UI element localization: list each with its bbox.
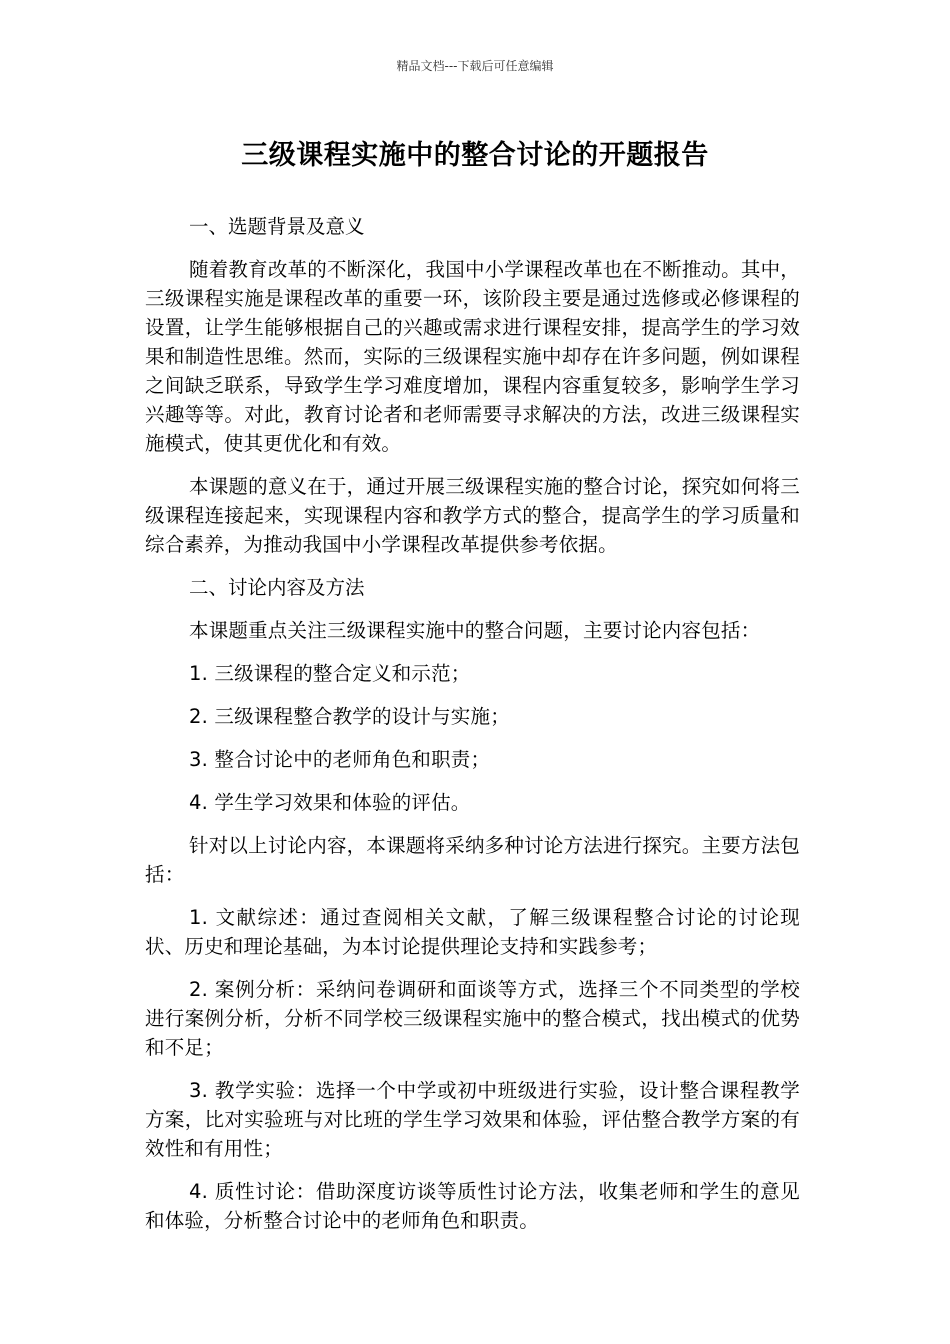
paragraph-significance: 本课题的意义在于，通过开展三级课程实施的整合讨论，探究如何将三级课程连接起来，实现课程内容和教学方式的整合，提高学生的学习质量和综合素养，为推动我国中小学课程改革提供参考依据。 (145, 475, 800, 556)
header-note: 精品文档---下载后可任意编辑 (396, 59, 554, 73)
list-item-method: 4. 质性讨论：借助深度访谈等质性讨论方法，收集老师和学生的意见和体验，分析整合讨论中的老师角色和职责。 (145, 1180, 800, 1232)
paragraph-content-intro: 本课题重点关注三级课程实施中的整合问题，主要讨论内容包括： (189, 619, 761, 642)
list-item-content: 1. 三级课程的整合定义和示范； (189, 662, 471, 685)
section-heading-content-methods: 二、讨论内容及方法 (189, 576, 365, 599)
document-title: 三级课程实施中的整合讨论的开题报告 (241, 140, 709, 171)
list-item-method: 3. 教学实验：选择一个中学或初中班级进行实验，设计整合课程教学方案，比对实验班与对比班的学生学习效果和体验，评估整合教学方案的有效性和有用性； (145, 1079, 800, 1160)
list-item-content: 2. 三级课程整合教学的设计与实施； (189, 705, 510, 728)
paragraph-background: 随着教育改革的不断深化，我国中小学课程改革也在不断推动。其中，三级课程实施是课程改革的重要一环，该阶段主要是通过选修或必修课程的设置，让学生能够根据自己的兴趣或需求进行课程安排，提高学生的学习效果和制造性思维。然而，实际的三级课程实施中却存在许多问题，例如课程之间缺乏联系，导致学生学习难度增加，课程内容重复较多，影响学生学习兴趣等等。对此，教育讨论者和老师需要寻求解决的方法，改进三级课程实施模式，使其更优化和有效。 (145, 258, 800, 455)
list-item-content: 4. 学生学习效果和体验的评估。 (189, 791, 471, 814)
section-heading-background: 一、选题背景及意义 (189, 215, 365, 238)
document-body (145, 212, 800, 1249)
list-item-method: 2. 案例分析：采纳问卷调研和面谈等方式，选择三个不同类型的学校进行案例分析，分析不同学校三级课程实施中的整合模式，找出模式的优势和不足； (145, 978, 800, 1059)
list-item-content: 3. 整合讨论中的老师角色和职责； (189, 748, 491, 771)
list-item-method: 1. 文献综述：通过查阅相关文献，了解三级课程整合讨论的讨论现状、历史和理论基础，为本讨论提供理论支持和实践参考； (145, 906, 800, 958)
paragraph-methods-intro: 针对以上讨论内容，本课题将采纳多种讨论方法进行探究。主要方法包括： (145, 834, 800, 886)
